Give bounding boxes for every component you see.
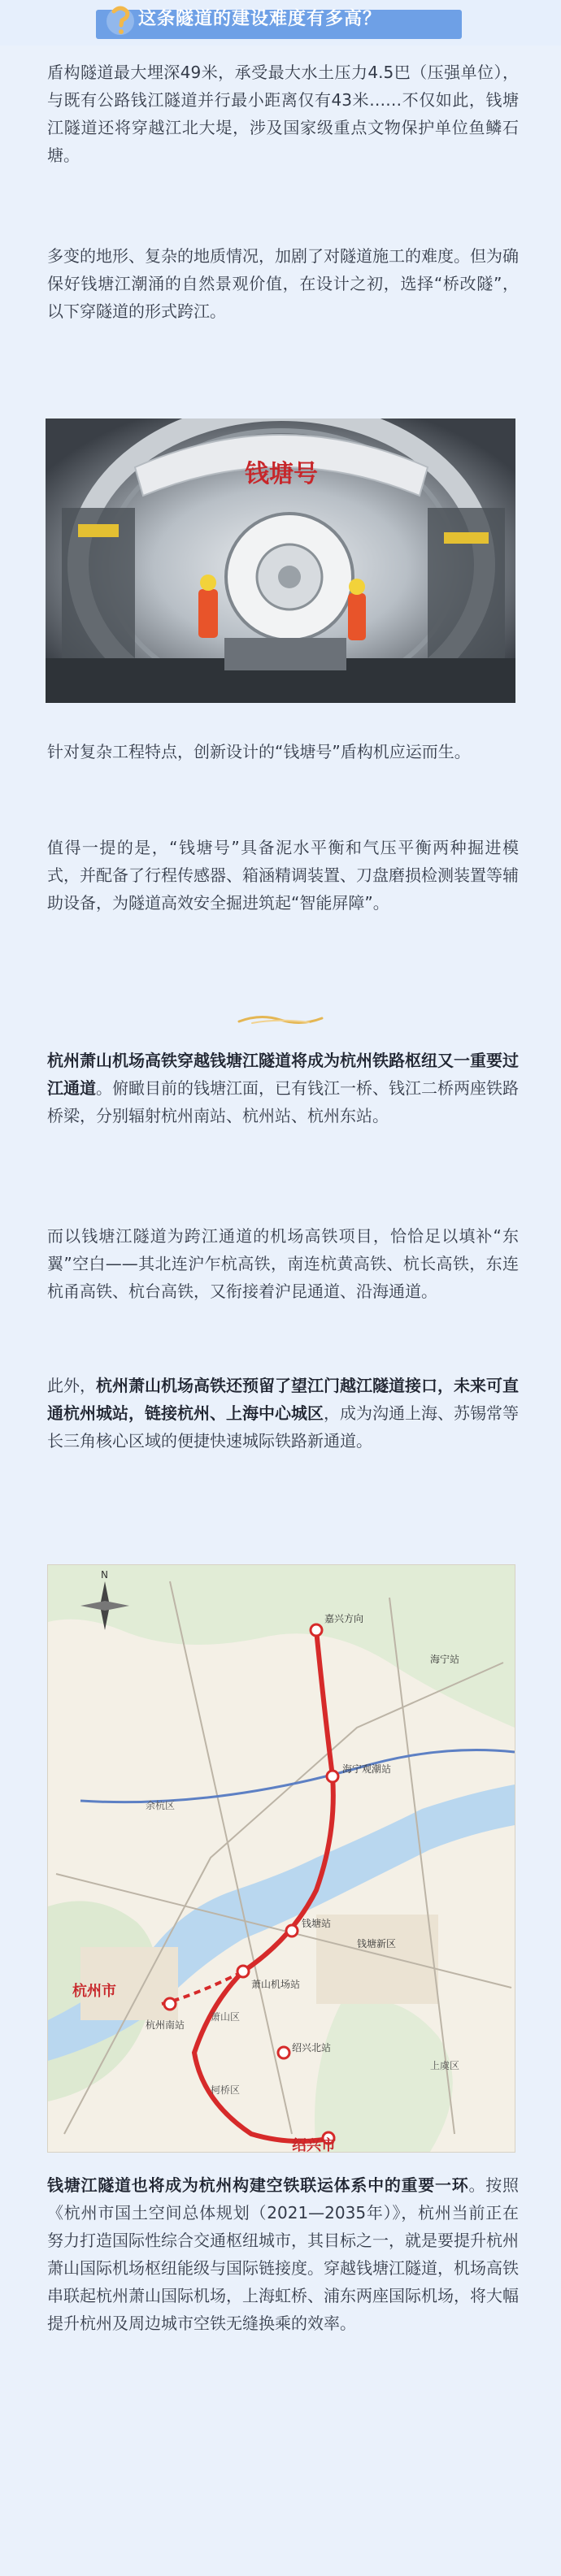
map-label-shaoxing: 绍兴市 xyxy=(292,2137,336,2152)
map-label-qiantang-station: 钱塘站 xyxy=(302,1918,332,1929)
paragraph-5-bold: 杭州萧山机场高铁穿越钱塘江隧道将成为杭州铁路枢纽又一重要过江通道 xyxy=(47,1051,519,1098)
photo-sign-text: 钱塘号 xyxy=(245,460,318,488)
paragraph-7-lead: 此外， xyxy=(47,1376,96,1395)
paragraph-2: 多变的地形、复杂的地质情况，加剧了对隧道施工的难度。但为确保好钱塘江潮涌的自然景观价值，在设计之初，选择“桥改隧”，以下穿隧道的形式跨江。 xyxy=(47,246,519,321)
map-label-jiaxing: 嘉兴方向 xyxy=(324,1613,364,1624)
map-label-hangzhou-south: 杭州南站 xyxy=(146,2019,185,2031)
question-title: 这条隧道的建设难度有多高？ xyxy=(138,9,382,29)
paragraph-7-text: ，成为沟通上海、苏锡常等长三角核心区域的便捷快速城际铁路新通道。 xyxy=(47,1403,519,1451)
map-label-yuhang: 余杭区 xyxy=(146,1800,176,1811)
map-label-haining: 海宁站 xyxy=(430,1654,460,1665)
paragraph-7-bold: 杭州萧山机场高铁还预留了望江门越江隧道接口，未来可直通杭州城站，链接杭州、上海中心城区 xyxy=(47,1376,519,1423)
map-label-shangyu: 上虞区 xyxy=(430,2060,460,2071)
map-label-airport-station: 萧山机场站 xyxy=(251,1979,301,1990)
map-label-hangzhou: 杭州市 xyxy=(72,1983,116,2000)
paragraph-6: 而以钱塘江隧道为跨江通道的机场高铁项目，恰恰足以填补“东翼”空白——其北连沪乍杭高铁，南连杭黄高铁、杭长高铁，东连杭甬高铁、杭台高铁，又衔接着沪昆通道、沿海通道。 xyxy=(47,1226,519,1301)
rail-map xyxy=(47,1564,515,2153)
svg-text:N: N xyxy=(101,1569,108,1581)
paragraph-8 xyxy=(47,2171,519,2337)
decorative-divider xyxy=(236,1012,325,1028)
question-mark-icon xyxy=(102,3,138,36)
paragraph-8-text: 。按照《杭州市国土空间总体规划（2021—2035年）》，杭州当前正在努力打造国际性综合交通枢纽城市，其目标之一，就是要提升杭州萧山国际机场枢纽能级与国际链接度。穿越钱塘江隧道，机场高铁串联起杭州萧山国际机场，上海虹桥、浦东两座国际机场，将大幅提升杭州及周边城市空铁无缝换乘的效率。 xyxy=(47,2175,520,2333)
paragraph-7 xyxy=(47,1372,519,1455)
paragraph-5 xyxy=(47,1047,519,1130)
shield-machine-photo xyxy=(46,418,515,703)
paragraph-8-bold: 钱塘江隧道也将成为杭州构建空铁联运体系中的重要一环 xyxy=(47,2175,469,2195)
paragraph-1: 盾构隧道最大埋深49米，承受最大水土压力4.5巴（压强单位），与既有公路钱江隧道并行最小距离仅有43米……不仅如此，钱塘江隧道还将穿越江北大堤，涉及国家级重点文物保护单位鱼鳞石塘。 xyxy=(47,63,519,165)
map-label-qiantang-district: 钱塘新区 xyxy=(357,1938,397,1949)
paragraph-4: 值得一提的是，“钱塘号”具备泥水平衡和气压平衡两种掘进模式，并配备了行程传感器、箱涵精调装置、刀盘磨损检测装置等辅助设备，为隧道高效安全掘进筑起“智能屏障”。 xyxy=(47,838,519,913)
map-label-keqiao: 柯桥区 xyxy=(211,2084,241,2096)
map-label-haining-guanchao: 海宁观潮站 xyxy=(342,1763,392,1775)
paragraph-3: 针对复杂工程特点，创新设计的“钱塘号”盾构机应运而生。 xyxy=(47,742,471,761)
map-label-shaoxing-north: 绍兴北站 xyxy=(292,2042,332,2053)
paragraph-5-text: 。俯瞰目前的钱塘江面，已有钱江一桥、钱江二桥两座铁路桥梁，分别辐射杭州南站、杭州站、杭州东站。 xyxy=(47,1078,519,1125)
map-label-xiaoshan: 萧山区 xyxy=(211,2011,241,2023)
